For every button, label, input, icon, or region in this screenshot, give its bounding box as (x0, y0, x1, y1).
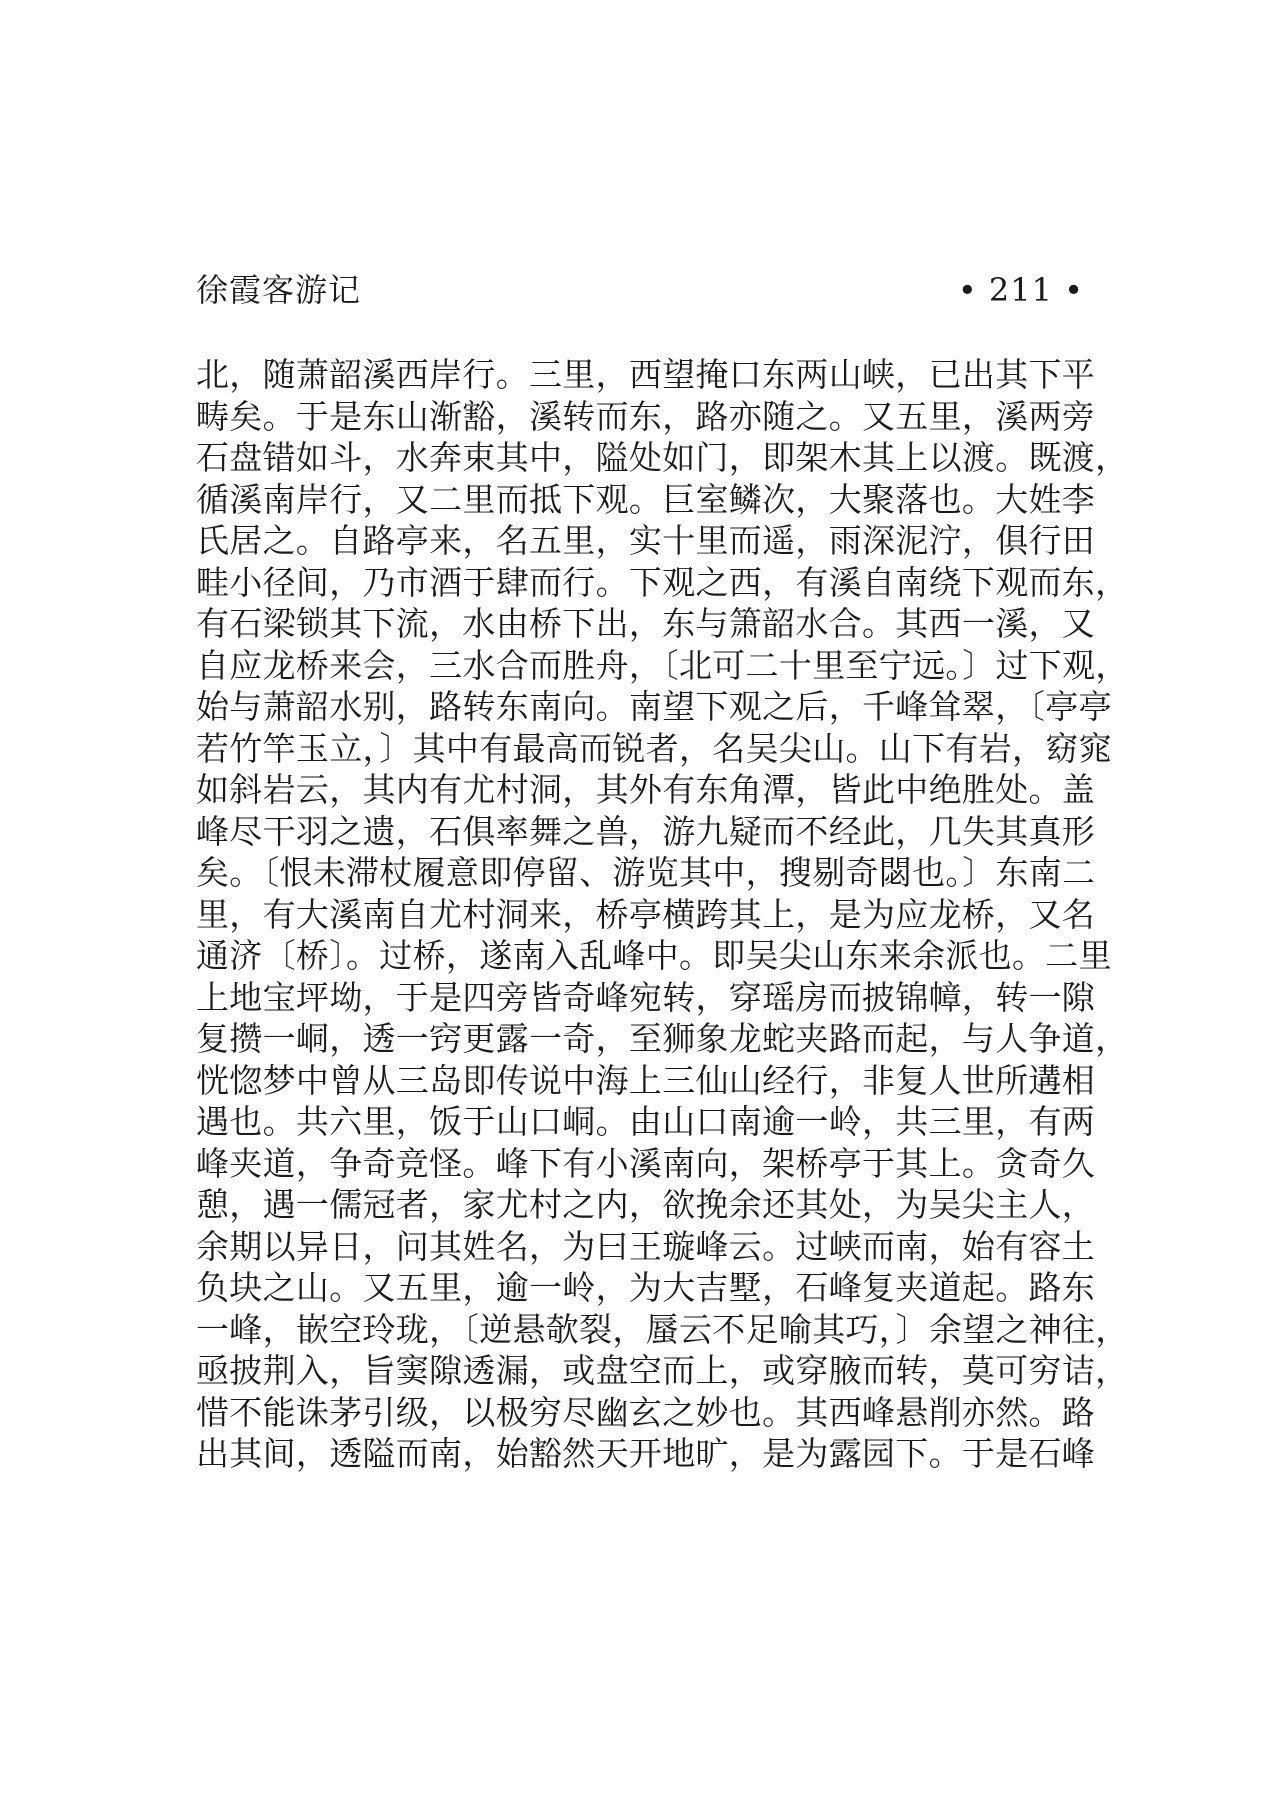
text-line: 复攒一峒，透一窍更露一奇，至狮象龙蛇夹路而起，与人争道， (196, 1019, 1129, 1058)
text-line: 负块之山。又五里，逾一岭，为大吉墅，石峰复夹道起。路东 (196, 1268, 1096, 1307)
text-line: 惜不能诛茅引级，以极穷尽幽玄之妙也。其西峰悬削亦然。路 (196, 1392, 1096, 1432)
text-line: 一峰，嵌空玲珑，〔逆悬欹裂，蜃云不足喻其巧，〕余望之神往， (196, 1309, 1129, 1349)
text-line: 憩，遇一儒冠者，家尤村之内，欲挽余还其处，为吴尖主人， (196, 1185, 1096, 1224)
book-title: 徐霞客游记 (196, 271, 362, 309)
text-line: 如斜岩云，其内有尤村洞，其外有东角潭，皆此中绝胜处。盖 (196, 770, 1096, 809)
text-line: 石盘错如斗，水奔束其中，隘处如门，即架木其上以渡。既渡， (196, 438, 1129, 477)
body-text (196, 354, 1129, 1475)
text-line: 始与萧韶水别，路转东南向。南望下观之后，千峰耸翠，〔亭亭 (196, 687, 1112, 726)
text-line: 峰尽干羽之遗，石俱率舞之兽，游九疑而不经此，几失其真形 (196, 811, 1096, 851)
text-line: 恍惚梦中曾从三岛即传说中海上三仙山经行，非复人世所遘相 (196, 1060, 1096, 1100)
page-header (196, 268, 1084, 312)
text-line: 余期以异日，问其姓名，为曰王璇峰云。过峡而南，始有容土 (196, 1226, 1096, 1266)
text-line: 遇也。共六里，饭于山口峒。由山口南逾一岭，共三里，有两 (196, 1102, 1096, 1141)
text-line: 上地宝坪坳，于是四旁皆奇峰宛转，穿瑶房而披锦幛，转一隙 (196, 977, 1096, 1017)
text-line: 畴矣。于是东山渐豁，溪转而东，路亦随之。又五里，溪两旁 (196, 396, 1096, 436)
text-line: 循溪南岸行，又二里而抵下观。巨室鳞次，大聚落也。大姓李 (196, 479, 1096, 519)
text-line: 有石梁锁其下流，水由桥下出，东与箫韶水合。其西一溪，又 (196, 604, 1096, 643)
text-line: 自应龙桥来会，三水合而胜舟，〔北可二十里至宁远。〕过下观， (196, 645, 1129, 685)
text-line: 里，有大溪南自尤村洞来，桥亭横跨其上，是为应龙桥，又名 (196, 894, 1096, 934)
text-line: 矣。〔恨未滞杖履意即停留、游览其中，搜剔奇閟也。〕东南二 (196, 853, 1096, 892)
text-line: 通济〔桥〕。过桥，遂南入乱峰中。即吴尖山东来余派也。二里 (196, 936, 1112, 975)
text-line: 氏居之。自路亭来，名五里，实十里而遥，雨深泥泞，俱行田 (196, 521, 1096, 560)
text-line: 出其间，透隘而南，始豁然天开地旷，是为露园下。于是石峰 (196, 1434, 1096, 1473)
text-line: 畦小径间，乃市酒于肆而行。下观之西，有溪自南绕下观而东， (196, 562, 1129, 602)
text-line: 峰夹道，争奇竞怪。峰下有小溪南向，架桥亭于其上。贪奇久 (196, 1143, 1096, 1183)
page-number: • 211 • (957, 271, 1084, 309)
text-line: 亟披荆入，旨窦隙透漏，或盘空而上，或穿腋而转，莫可穷诘， (196, 1351, 1129, 1390)
text-line: 若竹竿玉立，〕其中有最高而锐者，名吴尖山。山下有岩，窈窕 (196, 728, 1112, 768)
text-line: 北，随萧韶溪西岸行。三里，西望掩口东两山峡，已出其下平 (196, 355, 1096, 394)
